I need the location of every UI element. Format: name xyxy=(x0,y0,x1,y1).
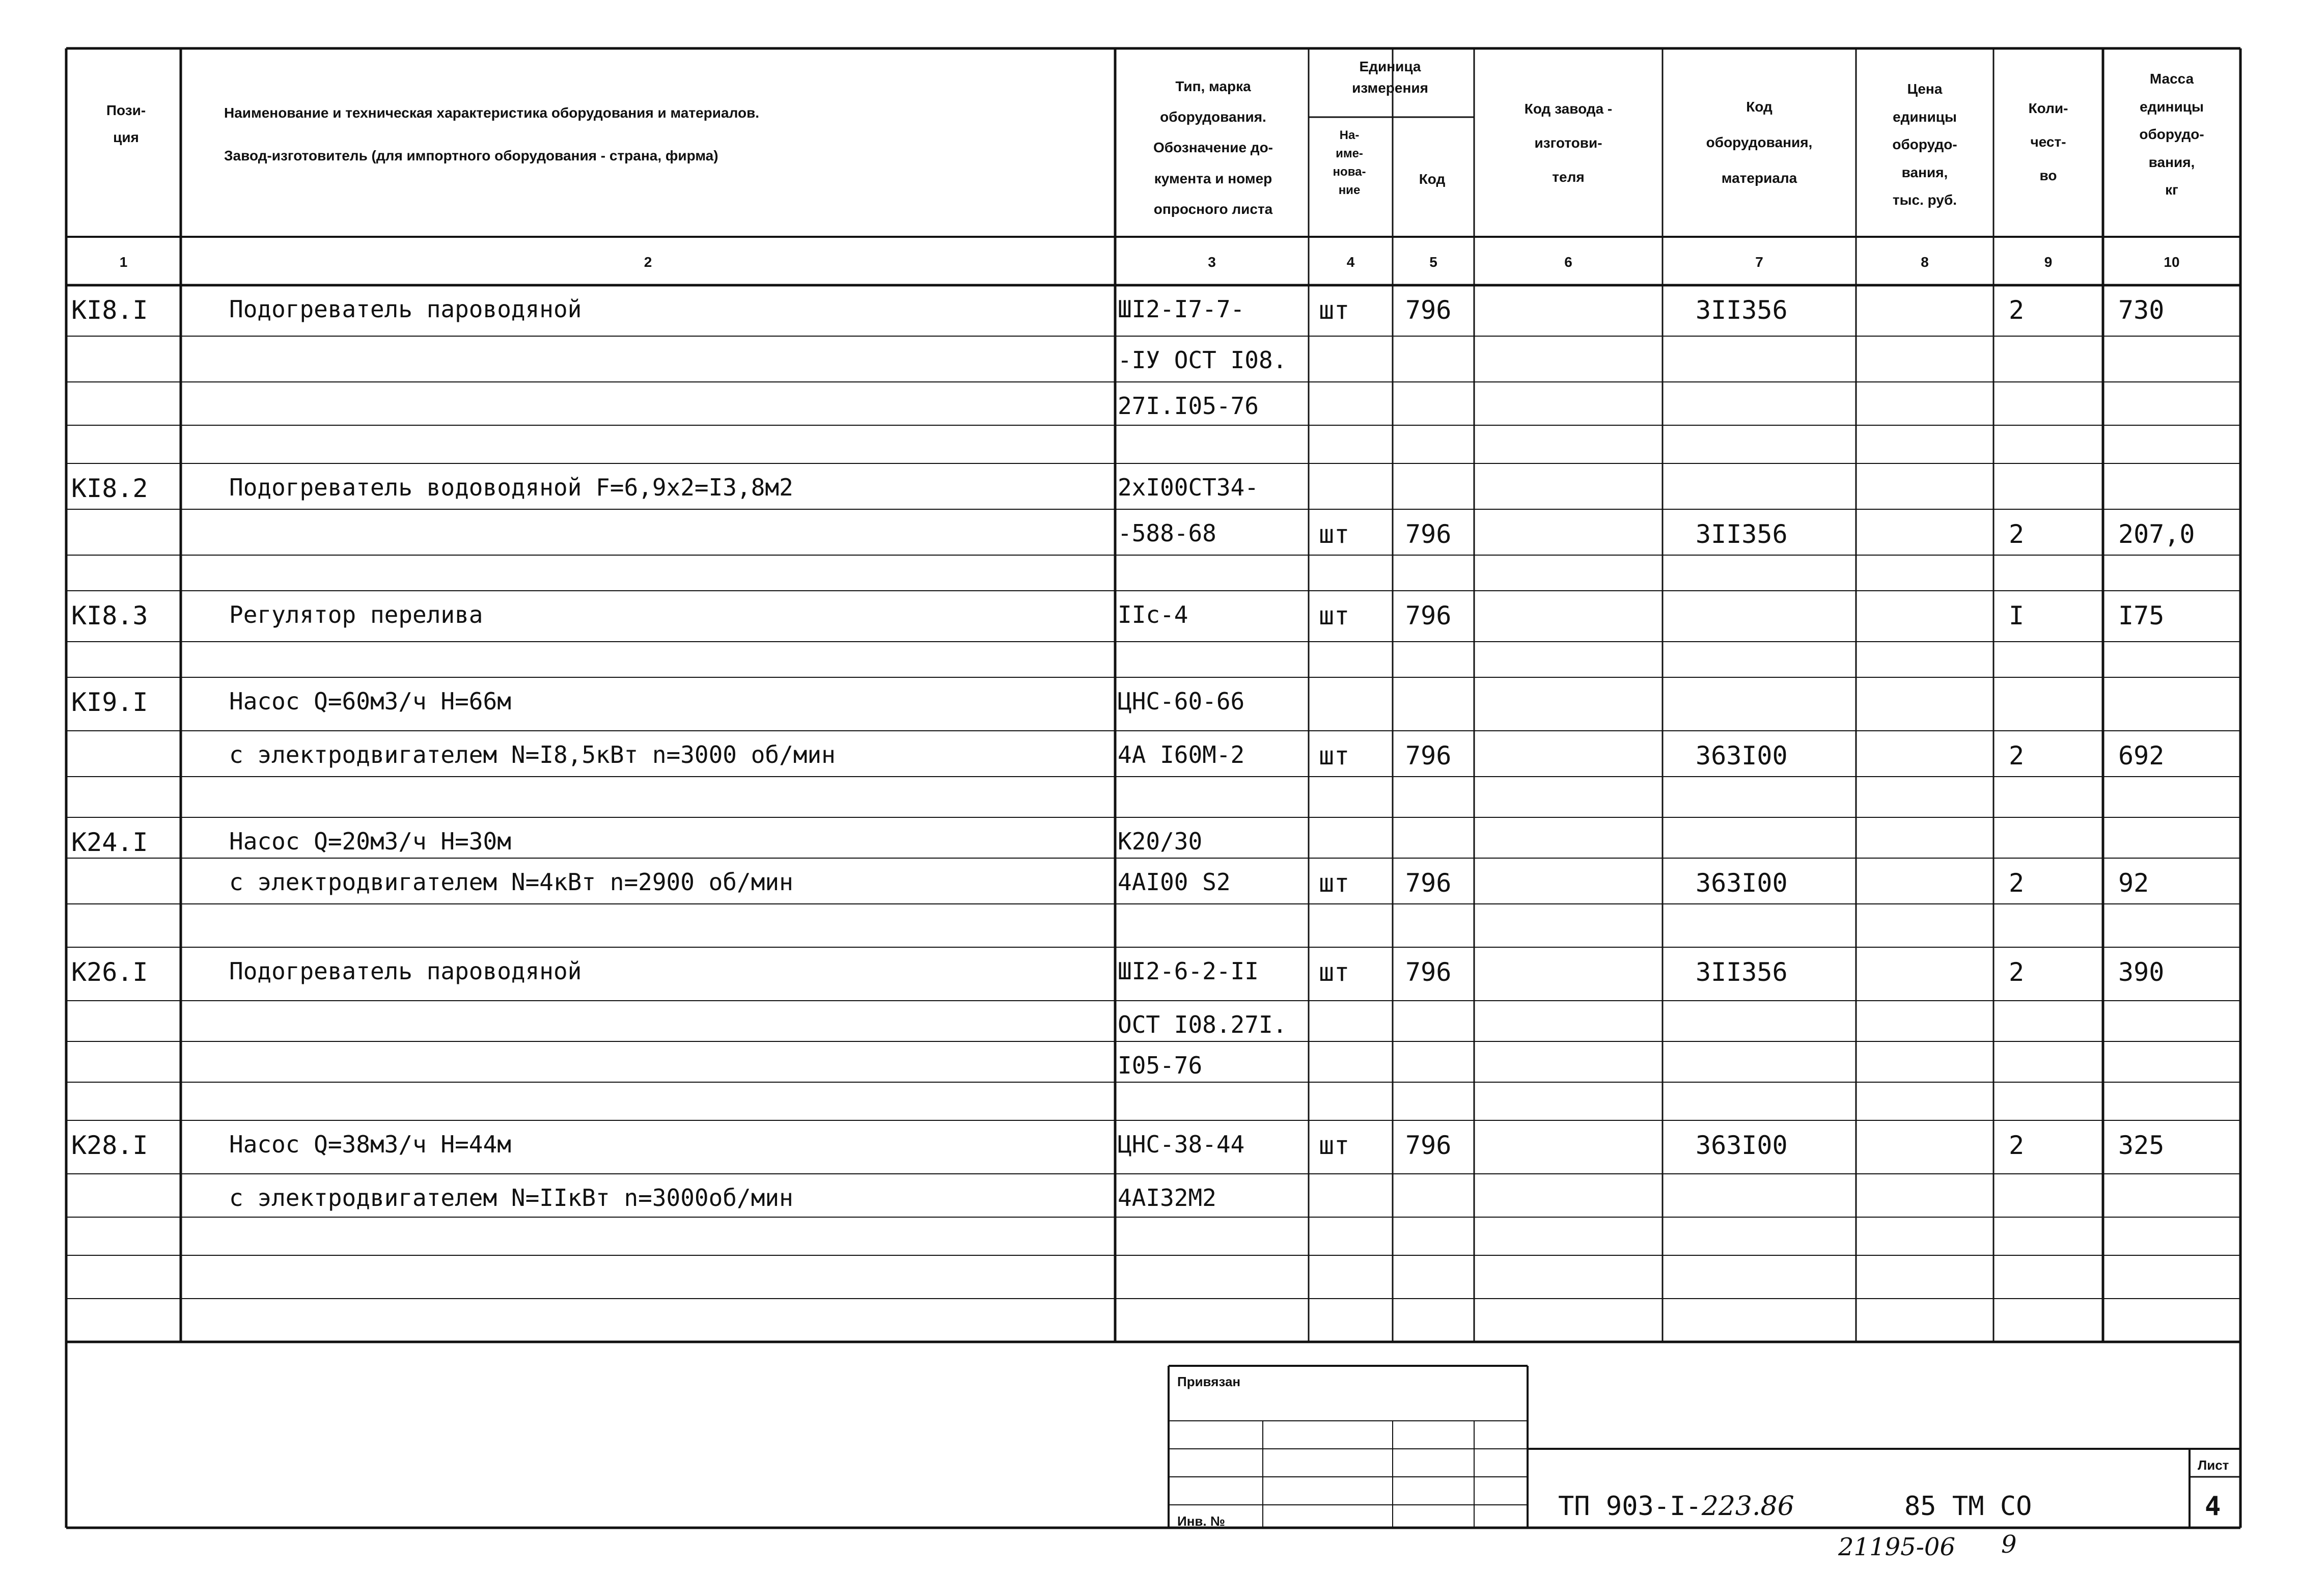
row-type: ОСТ I08.27I. xyxy=(1118,1011,1287,1038)
row-quantity: 2 xyxy=(2009,868,2025,898)
row-name: Подогреватель пароводяной xyxy=(229,295,582,323)
row-type: 4АI32М2 xyxy=(1118,1184,1216,1212)
row-name: Насос Q=20м3/ч Н=30м xyxy=(229,828,511,855)
row-quantity: 2 xyxy=(2009,957,2025,987)
row-name: с электродвигателем N=4кВт n=2900 об/мин xyxy=(229,868,793,896)
row-type: IIс-4 xyxy=(1118,601,1188,628)
row-unit-code: 796 xyxy=(1405,741,1452,771)
column-number: 3 xyxy=(1208,254,1216,270)
row-type: I05-76 xyxy=(1118,1052,1203,1079)
column-number: 10 xyxy=(2164,254,2180,270)
row-unit-code: 796 xyxy=(1405,1131,1452,1160)
row-unit-code: 796 xyxy=(1405,295,1452,325)
row-position: К24.I xyxy=(71,828,148,857)
stamp-inventory-label: Инв. № xyxy=(1177,1514,1225,1529)
row-unit-code: 796 xyxy=(1405,601,1452,630)
row-unit: шт xyxy=(1319,519,1350,549)
row-mass: 692 xyxy=(2118,741,2165,771)
row-type: ШI2-6-2-II xyxy=(1118,957,1259,985)
row-quantity: I xyxy=(2009,601,2025,630)
stamp-document-suffix: 85 ТМ СО xyxy=(1904,1491,2032,1522)
row-unit: шт xyxy=(1319,1131,1350,1160)
header-name: Наименование и техническая характеристика оборудования и материалов. Завод-изготовитель (для импортного оборудования - страна, фирма) xyxy=(224,105,760,163)
stamp-document-code xyxy=(1558,1491,1794,1522)
bottom-handwritten-page: 9 xyxy=(2001,1530,2017,1559)
column-number: 1 xyxy=(119,254,128,270)
row-equipment-code: 3II356 xyxy=(1696,295,1788,325)
row-position: КI8.3 xyxy=(71,601,148,630)
row-type: -588-68 xyxy=(1118,519,1216,547)
header-unit-name: На- име- нова- ние xyxy=(1333,128,1366,197)
stamp-bound-label: Привязан xyxy=(1177,1374,1241,1389)
row-name: Насос Q=60м3/ч Н=66м xyxy=(229,687,511,715)
row-name: с электродвигателем N=I8,5кВт n=3000 об/мин xyxy=(229,741,836,768)
row-position: КI8.2 xyxy=(71,474,148,503)
header-type: Тип, марка оборудования. Обозначение до- кумента и номер опросного листа xyxy=(1153,78,1273,217)
stamp-doc-prefix: ТП 903-I- xyxy=(1558,1491,1702,1522)
row-position: К26.I xyxy=(71,957,148,987)
row-quantity: 2 xyxy=(2009,1131,2025,1160)
row-type: ЦНС-38-44 xyxy=(1118,1131,1245,1158)
row-equipment-code: 3II356 xyxy=(1696,957,1788,987)
row-unit: шт xyxy=(1319,741,1350,771)
row-quantity: 2 xyxy=(2009,519,2025,549)
row-mass: 325 xyxy=(2118,1131,2165,1160)
column-number: 8 xyxy=(1921,254,1929,270)
row-type: 27I.I05-76 xyxy=(1118,392,1259,420)
row-unit-code: 796 xyxy=(1405,957,1452,987)
column-number: 2 xyxy=(644,254,652,270)
header-mass: Масса единицы оборудо- вания, кг xyxy=(2139,71,2204,198)
row-position: К28.I xyxy=(71,1131,148,1160)
row-quantity: 2 xyxy=(2009,295,2025,325)
row-type: 4А I60M-2 xyxy=(1118,741,1245,768)
header-maker-code: Код завода - изготови- теля xyxy=(1524,101,1613,185)
row-mass: 730 xyxy=(2118,295,2165,325)
row-equipment-code: 3II356 xyxy=(1696,519,1788,549)
header-equipment-code: Код оборудования, материала xyxy=(1706,99,1813,186)
column-number: 6 xyxy=(1564,254,1572,270)
row-position: КI9.I xyxy=(71,687,148,717)
column-number: 5 xyxy=(1429,254,1437,270)
row-position: КI8.I xyxy=(71,295,148,325)
row-mass: I75 xyxy=(2118,601,2165,630)
stamp-sheet-number: 4 xyxy=(2205,1491,2221,1522)
row-type: 4АI00 S2 xyxy=(1118,868,1231,896)
row-type: К20/30 xyxy=(1118,828,1203,855)
row-name: Подогреватель водоводяной F=6,9х2=I3,8м2 xyxy=(229,474,793,501)
row-name: Подогреватель пароводяной xyxy=(229,957,582,985)
row-mass: 207,0 xyxy=(2118,519,2195,549)
row-unit-code: 796 xyxy=(1405,519,1452,549)
row-mass: 390 xyxy=(2118,957,2165,987)
header-quantity: Коли- чест- во xyxy=(2028,100,2068,183)
bottom-handwritten-number: 21195-06 xyxy=(1838,1533,1955,1561)
row-unit: шт xyxy=(1319,295,1350,325)
stamp-doc-handwritten: 223.86 xyxy=(1701,1491,1794,1522)
row-unit: шт xyxy=(1319,601,1350,630)
row-mass: 92 xyxy=(2118,868,2149,898)
row-equipment-code: 363I00 xyxy=(1696,868,1788,898)
row-name: Регулятор перелива xyxy=(229,601,483,628)
row-type: -IУ ОСТ I08. xyxy=(1118,346,1287,374)
header-unit-group: Единица измерения xyxy=(1352,59,1428,96)
row-equipment-code: 363I00 xyxy=(1696,741,1788,771)
row-quantity: 2 xyxy=(2009,741,2025,771)
row-unit: шт xyxy=(1319,868,1350,898)
row-type: 2хI00СТ34- xyxy=(1118,474,1259,501)
row-equipment-code: 363I00 xyxy=(1696,1131,1788,1160)
column-number: 9 xyxy=(2044,254,2053,270)
row-type: ЦНС-60-66 xyxy=(1118,687,1245,715)
row-type: ШI2-I7-7- xyxy=(1118,295,1245,323)
header-price: Цена единицы оборудо- вания, тыс. руб. xyxy=(1892,81,1957,208)
header-unit-code: Код xyxy=(1419,171,1446,187)
row-unit-code: 796 xyxy=(1405,868,1452,898)
row-name: с электродвигателем N=IIкВт n=3000об/мин xyxy=(229,1184,793,1212)
header-position: Пози- ция xyxy=(106,102,146,146)
column-number: 7 xyxy=(1755,254,1763,270)
stamp-sheet-label: Лист xyxy=(2198,1457,2229,1473)
column-number: 4 xyxy=(1346,254,1355,270)
row-unit: шт xyxy=(1319,957,1350,987)
row-name: Насос Q=38м3/ч Н=44м xyxy=(229,1131,511,1158)
